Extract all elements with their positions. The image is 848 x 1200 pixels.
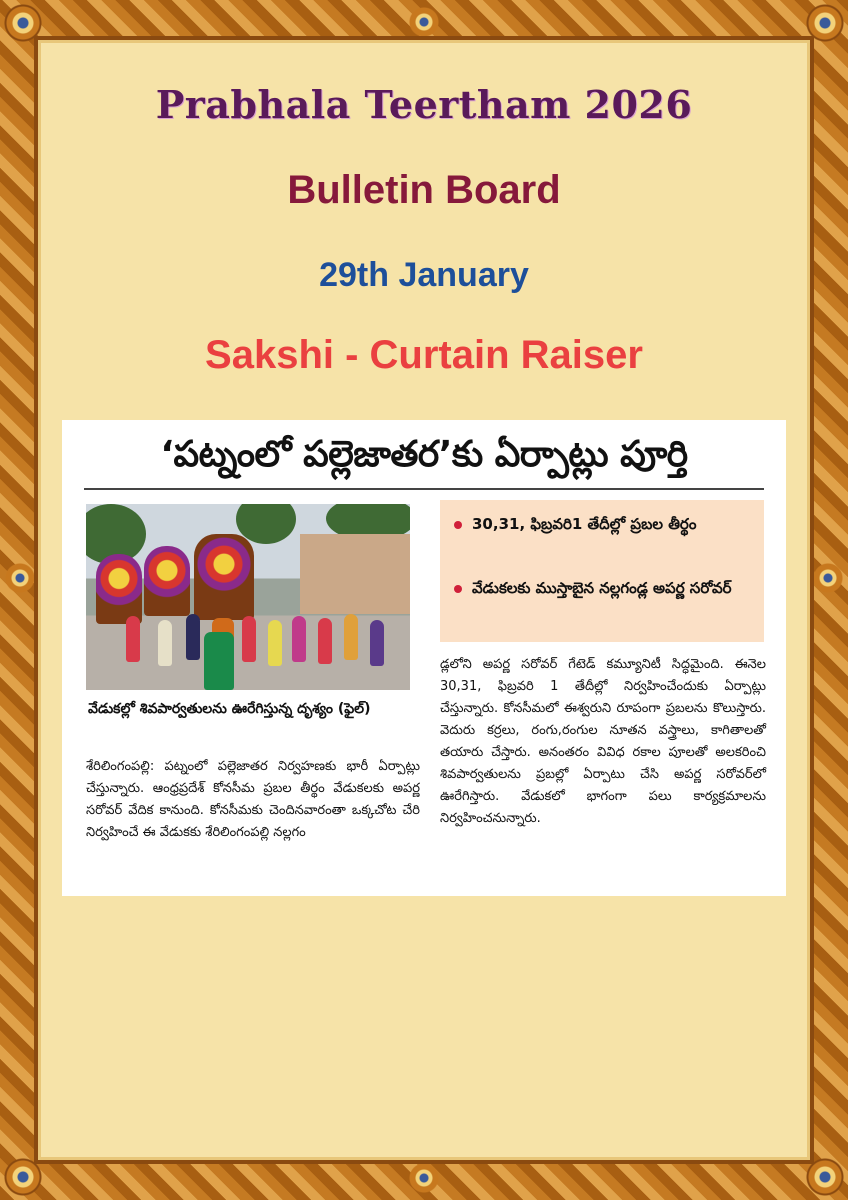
flower-ornament-top (406, 4, 442, 40)
highlight-text: వేడుకలకు ముస్తాబైన నల్లగండ్ల అపర్ణ సరోవర్ (472, 579, 732, 597)
event-title: Prabhala Teertham 2026 (155, 82, 693, 127)
article-paragraph-right: డ్లలోని అపర్ణ సరోవర్ గేటెడ్ కమ్యూనిటీ సిద్ధమైంది. ఈనెల 30,31, ఫిబ్రవరి 1 తేదీల్లో నిర్వహించేందుకు ఏర్పాట్లు చేస్తున్నారు. కోనసీమలో ఈశ్వరుని రూపంగా ప్రబలను కొలుస్తారు. వెదురు కర్రలు, రంగు,రంగుల నూతన వస్త్రాలు, కాగితాలతో తయారు చేస్తారు. అనంతరం వివిధ రకాల పూలతో అలకరించి శివపార్వతులను ప్రబల్లో ఏర్పాటు చేసి అపర్ణ సరోవర్‌లో ఊరేగిస్తారు. వేడుకలో భాగంగా పలు కార్యక్రమాలను నిర్వహించనున్నారు. (440, 657, 766, 826)
highlight-text: 30,31, ఫిబ్రవరి1 తేదీల్లో ప్రబల తీర్థం (472, 515, 697, 533)
photo-person (268, 620, 282, 666)
prabha-cart (96, 554, 142, 624)
photo-person (126, 616, 140, 662)
bullet-dot (454, 585, 462, 593)
photo-person (204, 632, 234, 690)
photo-person (186, 614, 200, 660)
photo-person (158, 620, 172, 666)
headline-rule (84, 488, 764, 490)
bullet-dot (454, 521, 462, 529)
highlights-box (440, 500, 764, 642)
clipping-headline: ‘పట్నంలో పల్లెజాతర’కు ఏర్పాట్లు పూర్తి (160, 434, 688, 475)
flower-ornament-bottom (406, 1160, 442, 1196)
board-title: Bulletin Board (287, 168, 561, 212)
source-title: Sakshi - Curtain Raiser (205, 333, 643, 377)
flower-ornament-right (810, 560, 846, 596)
highlight-item (454, 576, 754, 600)
highlight-item (454, 512, 754, 536)
photo-caption: వేడుకల్లో శివపార్వతులను ఊరేగిస్తున్న దృశ్యం (ఫైల్) (88, 701, 371, 717)
prabha-cart (144, 546, 190, 616)
article-paragraph-left: శేరిలింగంపల్లి: పట్నంలో పల్లెజాతర నిర్వహణకు భారీ ఏర్పాట్లు చేస్తున్నారు. ఆంధ్రప్రదేశ్ కోనసీమ ప్రబల తీర్థం వేడుకలకు అపర్ణ సరోవర్ వేదిక కానుంది. కోనసీమకు చెందినవారంతా ఒక్కచోట చేరి నిర్వహించే ఈ వేడుకకు శేరిలింగంపల్లి నల్లగం (86, 759, 420, 840)
festival-photo (86, 504, 410, 690)
corner-ornament-bottom-left (0, 1154, 46, 1200)
newspaper-clipping (62, 420, 786, 896)
bulletin-date: 29th January (319, 256, 529, 294)
photo-wall (300, 534, 410, 614)
photo-person (344, 614, 358, 660)
photo-person (318, 618, 332, 664)
photo-person (242, 616, 256, 662)
prabha-cart (194, 534, 254, 620)
corner-ornament-bottom-right (802, 1154, 848, 1200)
flower-ornament-left (2, 560, 38, 596)
photo-person (370, 620, 384, 666)
photo-person (292, 616, 306, 662)
